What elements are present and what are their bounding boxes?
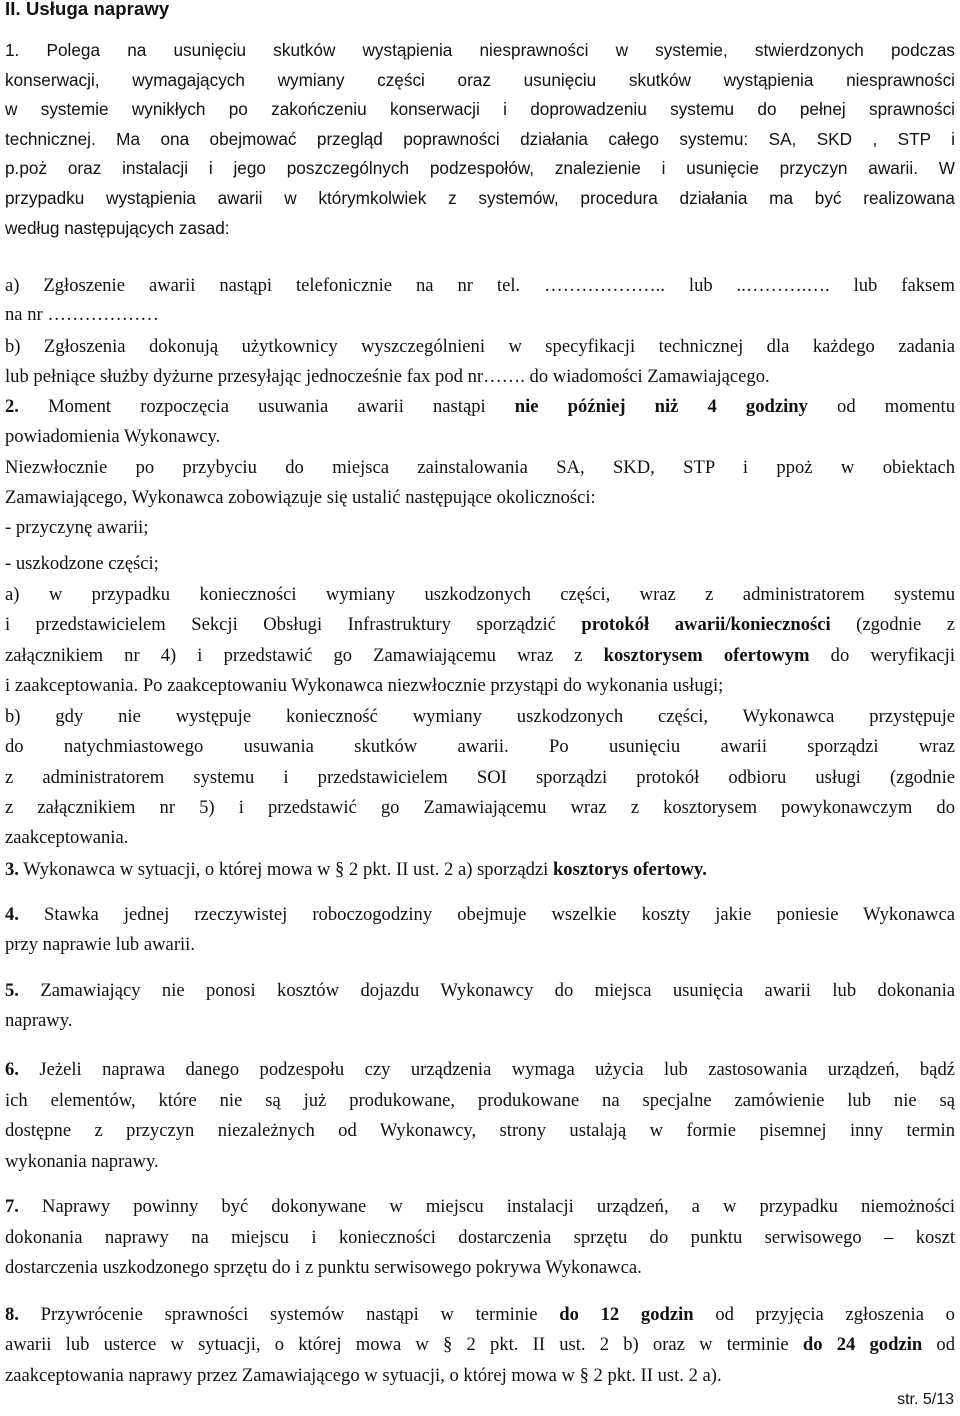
paragraph-7: 7. Naprawy powinny być dokonywane w miejscu instalacji urządzeń, a w przypadku niemożności dokonania naprawy na miejscu i konieczności dostarczenia sprzętu do punktu serwisowego – koszt dostarczenia uszkodzonego sprzętu do i z punktu serwisowego pokrywa Wykonawca. — [5, 1196, 955, 1278]
section-heading: II. Usługa naprawy — [5, 0, 170, 19]
findings-paragraph: Niezwłocznie po przybyciu do miejsca zainstalowania SA, SKD, STP i ppoż w obiektach Zamawiającego, Wykonawca zobowiązuje się ustalić następujące okoliczności: - przyczynę awarii; — [5, 453, 955, 543]
case-a-paragraph: a) w przypadku konieczności wymiany uszkodzonych części, wraz z administratorem systemu i przedstawicielem Sekcji Obsługi Infrastruktury sporządzić protokół awarii/konieczności (zgodnie z załącznikiem nr 4) i przedstawić go Zamawiającemu wraz z kosztorysem ofertowym do weryfikacji i zaakceptowania. Po zaakceptowaniu Wykonawca niezwłocznie przystąpi do wykonania usługi; — [5, 584, 955, 696]
paragraph-number: 1. — [5, 40, 20, 60]
paragraph-8: 8. Przywrócenie sprawności systemów nastąpi w terminie do 12 godzin od przyjęcia zgłoszenia o awarii lub usterce w sytuacji, o której mowa w § 2 pkt. II ust. 2 b) oraz w terminie do 24 godzin od zaakceptowania naprawy przez Zamawiającego w sytuacji, o której mowa w § 2 pkt. II ust. 2 a). — [5, 1304, 955, 1386]
paragraph-1 — [5, 36, 955, 243]
list-item-a: a) Zgłoszenie awarii nastąpi telefonicznie na nr tel. ……………….. lub ..……….…. lub faksem na nr ……………… — [5, 275, 955, 325]
paragraph-1-line: przypadku wystąpienia awarii w którymkolwiek z systemów, procedura działania ma być realizowana — [5, 187, 955, 208]
case-b-paragraph: b) gdy nie występuje konieczność wymiany uszkodzonych części, Wykonawca przystępuje do natychmiastowego usuwania skutków awarii. Po usunięciu awarii sporządzi wraz z administratorem systemu i przedstawicielem SOI sporządzi protokół odbioru usługi (zgodnie z załącznikiem nr 5) i przedstawić go Zamawiającemu wraz z kosztorysem powykonawczym do zaakceptowania. — [5, 706, 955, 849]
paragraph-number: 3. — [5, 859, 19, 880]
paragraph-3: 3. Wykonawca w sytuacji, o której mowa w § 2 pkt. II ust. 2 a) sporządzi kosztorys ofertowy. — [5, 859, 707, 880]
paragraph-number: 8. — [5, 1304, 19, 1325]
paragraph-1-line: 1. Polega na usunięciu skutków wystąpienia niesprawności w systemie, stwierdzonych podczas — [5, 40, 955, 60]
paragraph-1-line: technicznej. Ma ona obejmować przegląd poprawności działania całego systemu: SA, SKD , STP i — [5, 128, 955, 149]
list-item: - przyczynę awarii; — [5, 517, 149, 538]
paragraph-4: 4. Stawka jednej rzeczywistej roboczogodziny obejmuje wszelkie koszty jakie poniesie Wykonawca przy naprawie lub awarii. — [5, 904, 955, 955]
page-number: str. 5/13 — [897, 1391, 954, 1408]
paragraph-number: 7. — [5, 1196, 19, 1217]
paragraph-2: 2. Moment rozpoczęcia usuwania awarii nastąpi nie później niż 4 godziny od momentu powiadomienia Wykonawcy. — [5, 396, 955, 447]
paragraph-1-line: w systemie wynikłych po zakończeniu konserwacji i doprowadzeniu systemu do pełnej sprawności — [5, 99, 955, 120]
paragraph-number: 4. — [5, 904, 19, 925]
list-item: - uszkodzone części; — [5, 553, 159, 574]
paragraph-1-line: p.poż oraz instalacji i jego poszczególnych podzespołów, znalezienie i usunięcie przyczyn awarii. W — [5, 158, 955, 179]
paragraph-number: 5. — [5, 980, 19, 1001]
paragraph-number: 6. — [5, 1059, 19, 1080]
paragraph-6: 6. Jeżeli naprawa danego podzespołu czy urządzenia wymaga użycia lub zastosowania urządzeń, bądź ich elementów, które nie są już produkowane, produkowane na specjalne zamówienie lub nie są dostępne z przyczyn niezależnych od Wykonawcy, strony ustalają w formie pisemnej inny termin wykonania naprawy. — [5, 1059, 955, 1172]
paragraph-1-line: według następujących zasad: — [5, 217, 230, 238]
paragraph-5: 5. Zamawiający nie ponosi kosztów dojazdu Wykonawcy do miejsca usunięcia awarii lub dokonania naprawy. — [5, 980, 955, 1031]
paragraph-1-line: konserwacji, wymagających wymiany części oraz usunięciu skutków wystąpienia niesprawności — [5, 69, 955, 90]
list-item-b: b) Zgłoszenia dokonują użytkownicy wyszczególnieni w specyfikacji technicznej dla każdego zadania lub pełniące służby dyżurne przesyłając jednocześnie fax pod nr……. do wiadomości Zamawiającego. — [5, 336, 955, 387]
paragraph-number: 2. — [5, 396, 19, 417]
